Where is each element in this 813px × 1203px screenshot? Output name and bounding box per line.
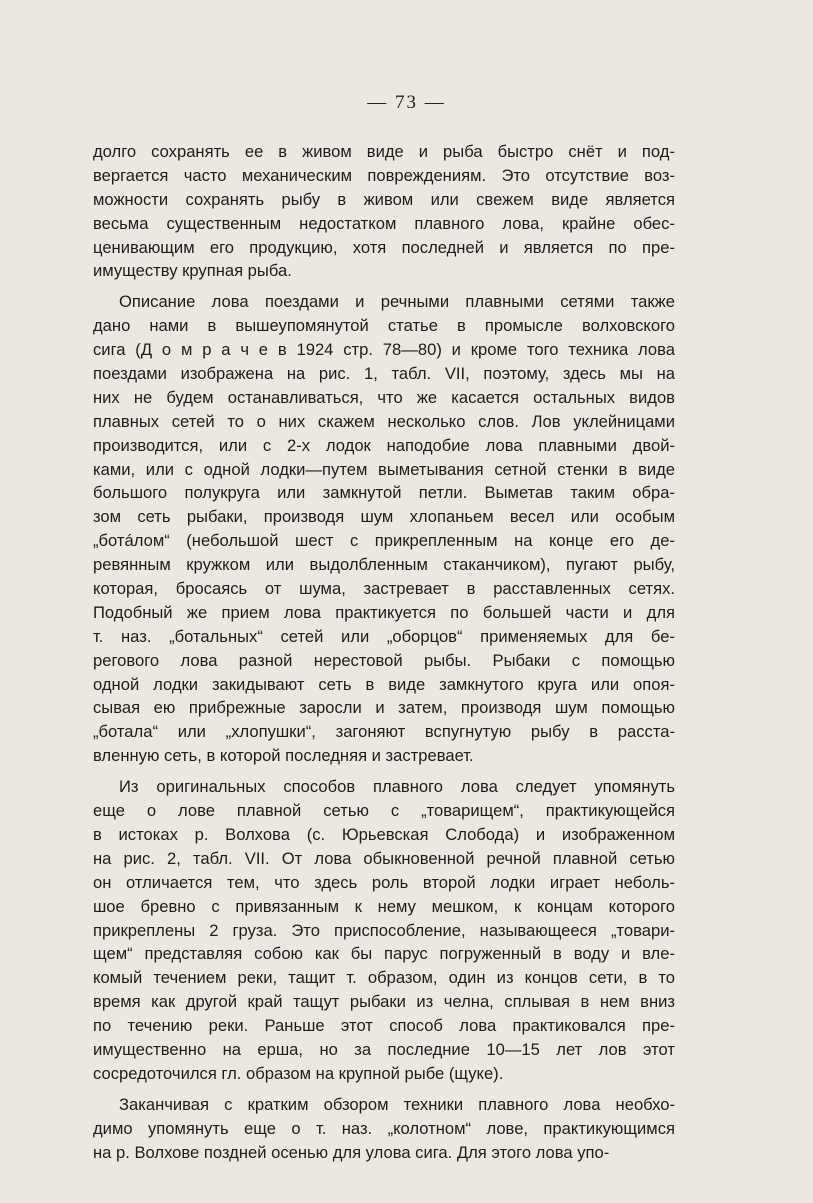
text-line: Заканчивая с кратким обзором техники плавного лова необхо- [119, 1094, 675, 1114]
text-line: в истоках р. Волхова (с. Юрьевская Слобода) и изображенном [93, 824, 675, 844]
text-line: плавных сетей то о них скажем несколько слов. Лов уклейницами [93, 411, 675, 431]
text-line: которая, бросаясь от шума, застревает в расставленных сетях. [93, 579, 675, 599]
text-line: имуществу крупная рыба. [93, 261, 292, 281]
text-line: „ботáлом“ (небольшой шест с прикрепленным на конце его де- [93, 531, 675, 551]
text-line: „ботала“ или „хлопушки“, загоняют вспугнутую рыбу в расста- [93, 722, 675, 742]
paragraph [93, 775, 675, 1086]
text-line: по течению реки. Раньше этот способ лова практиковался пре- [93, 1016, 675, 1036]
text-line: он отличается тем, что здесь роль второй лодки играет неболь- [93, 872, 675, 892]
text-line: Из оригинальных способов плавного лова следует упомянуть [119, 777, 675, 797]
body-text [93, 140, 675, 1171]
text-line: шое бревно с привязанным к нему мешком, к концам которого [93, 896, 675, 916]
text-line: щем“ представляя собою как бы парус погруженный в воду и вле- [93, 944, 675, 964]
paragraph [93, 140, 675, 283]
text-line: производится, или с 2-х лодок наподобие лова плавными двой- [93, 435, 675, 455]
text-line: комый течением реки, тащит т. образом, один из концов сети, в то [93, 968, 675, 988]
text-line: Подобный же прием лова практикуется по большей части и для [93, 602, 675, 622]
text-line: Описание лова поездами и речными плавными сетями также [119, 292, 675, 312]
text-line: ценивающим его продукцию, хотя последней и является по пре- [93, 237, 675, 257]
text-line: прикреплены 2 груза. Это приспособление, называющееся „товари- [93, 920, 675, 940]
text-line: одной лодки закидывают сеть в виде замкнутого круга или опоя- [93, 674, 675, 694]
text-line: большого полукруга или замкнутой петли. Выметав таким обра- [93, 483, 675, 503]
text-line: вергается часто механическим повреждениям. Это отсутствие воз- [93, 165, 675, 185]
text-line: ревянным кружком или выдолбленным стаканчиком), пугают рыбу, [93, 555, 675, 575]
paragraph [93, 290, 675, 768]
text-line: димо упомянуть еще о т. наз. „колотном“ лове, практикующимся [93, 1118, 675, 1138]
text-line: можности сохранять рыбу в живом или свежем виде является [93, 189, 675, 209]
text-line: на р. Волхове поздней осенью для улова сига. Для этого лова упо- [93, 1142, 610, 1162]
text-line: зом сеть рыбаки, производя шум хлопаньем весел или особым [93, 507, 675, 527]
text-line: т. наз. „ботальных“ сетей или „оборцов“ применяемых для бе- [93, 626, 675, 646]
text-line: на рис. 2, табл. VII. От лова обыкновенной речной плавной сетью [93, 848, 675, 868]
text-line: них не будем останавливаться, что же касается остальных видов [93, 387, 675, 407]
page-number: — 73 — [367, 92, 446, 113]
text-line: поездами изображена на рис. 1, табл. VII, поэтому, здесь мы на [93, 364, 675, 384]
text-line: сосредоточился гл. образом на крупной рыбе (щуке). [93, 1063, 504, 1083]
paragraph [93, 1093, 675, 1165]
text-line: долго сохранять ее в живом виде и рыба быстро снёт и под- [93, 142, 675, 161]
text-line: ками, или с одной лодки—путем выметывания сетной стенки в виде [93, 459, 675, 479]
text-line: имущественно на ерша, но за последние 10—15 лет лов этот [93, 1039, 675, 1059]
text-line: весьма существенным недостатком плавного лова, крайне обес- [93, 213, 675, 233]
text-line: сывая ею прибрежные заросли и затем, производя шум помощью [93, 698, 675, 718]
text-line: вленную сеть, в которой последняя и застревает. [93, 746, 474, 766]
text-line: дано нами в вышеупомянутой статье в промысле волховского [93, 316, 675, 336]
text-line: время как другой край тащут рыбаки из челна, сплывая в нем вниз [93, 992, 675, 1012]
text-line: сига (Д о м р а ч е в 1924 стр. 78—80) и кроме того техника лова [93, 340, 675, 360]
text-line: еще о лове плавной сетью с „товарищем“, практикующейся [93, 801, 675, 821]
text-line: регового лова разной нерестовой рыбы. Рыбаки с помощью [93, 650, 675, 670]
